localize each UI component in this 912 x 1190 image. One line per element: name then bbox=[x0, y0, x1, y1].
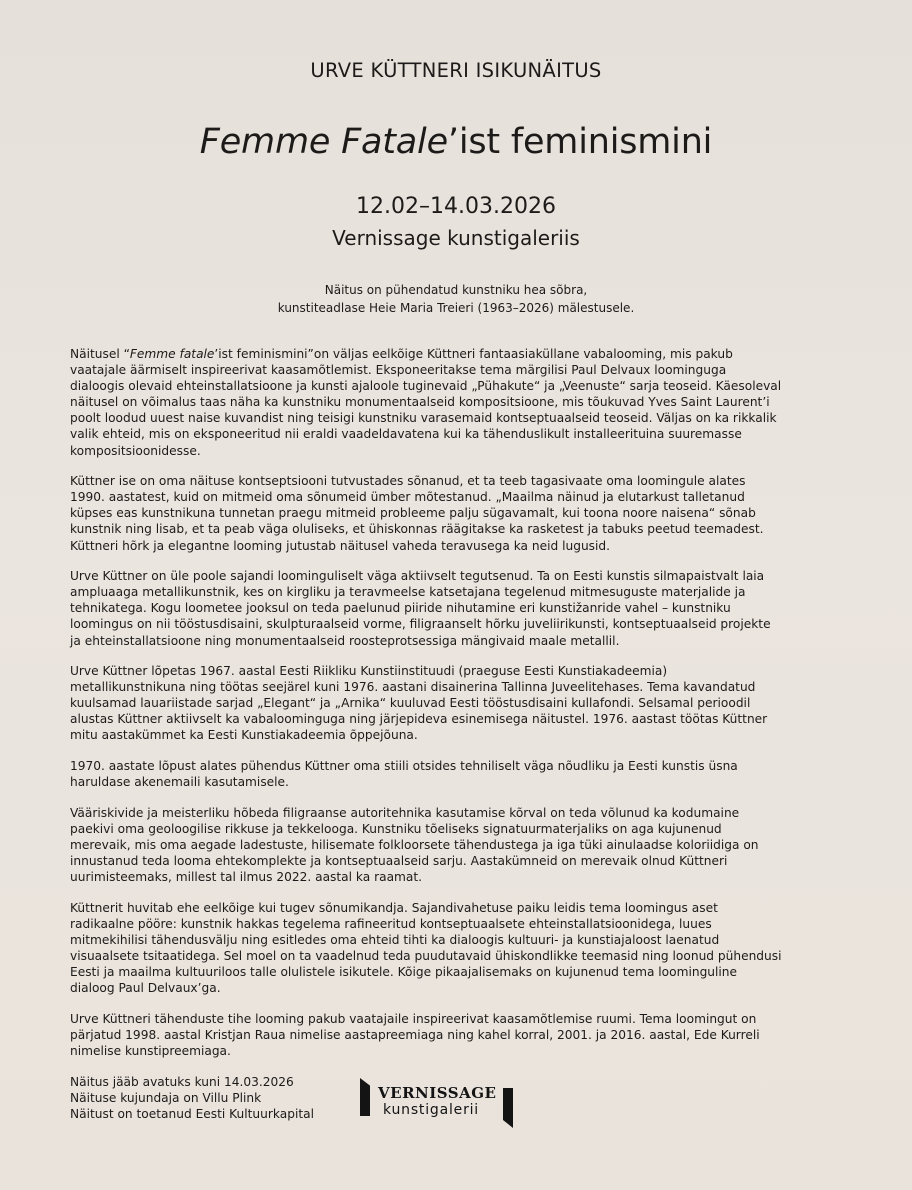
title-rest-part: ’ist feminismini bbox=[447, 122, 713, 162]
p1-italic: Femme fatale bbox=[129, 347, 215, 361]
p1-post: ’ist feminismini”on väljas eelkõige Küttneri fantaasiaküllane vabalooming, mis pakub vaatajale äärmiselt inspireerivat kaasamõtlemist. Eksponeeritakse tema märgilisi Paul Delvaux loominguga dialoogis olevaid ehteinstallatsioone ja kunsti ajaloole tuginevaid „Pühakute“ ja „Veenuste“ sarja teoseid. Käesoleval näitusel on võimalus taas näha ka kunstniku monumentaalseid kompositsioone, mis tõukuvad Yves Saint Laurent’i poolt loodud uuest naise kuvandist ning teisigi kunstniku varasemaid kontseptuaalseid teoseid. Väljas on ka rikkalik valik ehteid, mis on eksponeeritud nii eraldi vaadeldavatena kui ka tähenduslikult installeerituina suuremasse kompositsioonidesse. bbox=[70, 347, 782, 458]
paragraph-concept: Küttner ise on oma näituse kontseptsiooni tutvustades sõnanud, et ta teeb tagasivaate oma loomingule alates 1990. aastatest, kuid on mitmeid oma sõnumeid ümber mõtestanud. „Maailma näinud ja elutarkust talletanud küpses eas kunstnikuna tunnetan praegu mitmeid probleeme palju sügavamalt, kui toona noore naisena“ sõnab kunstnik ning lisab, et ta peab väga oluliseks, et ühiskonnas räägitakse ka rasketest ja tabuks peetud teemadest. Küttneri hõrk ja elegantne looming jutustab näitusel vaheda teravusega ka neid lugusid. bbox=[70, 474, 764, 553]
paragraph-career: Urve Küttner on üle poole sajandi loominguliselt väga aktiivselt tegutsenud. Ta on Eesti kunstis silmapaistvalt laia ampluaaga metallikunstnik, kes on kirgliku ja teravmeelse katsetajana tegelenud mitmesuguste materjalide ja tehnikatega. Kogu loometee jooksul on teda paelunud piiride nihutamine eri kunstižanride vahel – kunstniku loomingus on nii tööstusdisaini, skulpturaalseid vorme, filigraanselt hõrku juveliirikunsti, kontseptuaalseid projekte ja ehteinstallatsioone ning monumentaalseid roosteprotsessiga mängivaid maale metallil. bbox=[70, 569, 771, 648]
logo-right-bar bbox=[503, 1088, 513, 1128]
exhibition-dates: 12.02–14.03.2026 bbox=[356, 194, 556, 219]
supporter-credit: Näitust on toetanud Eesti Kultuurkapital bbox=[70, 1106, 314, 1121]
logo-subtitle: kunstigalerii bbox=[383, 1102, 479, 1118]
dedication-line-2: kunstiteadlase Heie Maria Treieri (1963–2026) mälestusele. bbox=[277, 301, 635, 315]
paragraph-intro bbox=[70, 346, 782, 459]
vernissage-logo bbox=[360, 1074, 520, 1130]
paragraph-message: Küttnerit huvitab ehe eelkõige kui tugev sõnumikandja. Sajandivahetuse paiku leidis tema loomingus aset radikaalne pööre: kunstnik hakkas tegelema rafineeritud kontseptuaalsete ehteinstallatsioonidega, luues mitmekihilisi tähendusvälju ning esitledes oma ehteid tihti ka dialoogis kultuuri- ja kunstiajaloost laenatud visuaalsete tsitaatidega. Sel moel on ta vaadelnud teda puudutavaid ühiskondlikke teemasid ning loonud pühendusi Eesti ja maailma kultuuriloos talle olulistele isikutele. Kõige pikaajalisemaks on kujunenud tema loominguline dialoog Paul Delvaux’ga. bbox=[70, 900, 782, 996]
title-italic-part: Femme Fatale bbox=[199, 122, 448, 162]
exhibition-title bbox=[0, 122, 912, 162]
paragraph-awards: Urve Küttneri tähenduste tihe looming pakub vaatajaile inspireerivat kaasamõtlemise ruumi. Tema loomingut on pärjatud 1998. aastal Kristjan Raua nimelise aastapreemiaga ning kahel korral, 2001. ja 2016. aastal, Ede Kurreli nimelise kunstipreemiaga. bbox=[70, 1011, 760, 1058]
dedication-line-1: Näitus on pühendatud kunstniku hea sõbra, bbox=[324, 283, 588, 297]
open-until: Näitus jääb avatuks kuni 14.03.2026 bbox=[70, 1074, 294, 1089]
paragraph-enamel: 1970. aastate lõpust alates pühendus Küttner oma stiili otsides tehniliselt väga nõudliku ja Eesti kunstis üsna haruldase akenemaili kasutamisele. bbox=[70, 759, 738, 790]
dedication bbox=[0, 281, 912, 317]
body-text bbox=[70, 346, 782, 1122]
exhibition-venue: Vernissage kunstigaleriis bbox=[332, 226, 580, 250]
p1-pre: Näitusel “ bbox=[70, 347, 130, 361]
logo-wordmark: VERNISSAGE bbox=[378, 1084, 497, 1102]
paragraph-education: Urve Küttner lõpetas 1967. aastal Eesti Riikliku Kunstiinstituudi (praeguse Eesti Kunstiakadeemia) metallikunstnikuna ning töötas seejärel kuni 1976. aastani disainerina Tallinna Juveelitehases. Tema kavandatud kuulsamad lauariistade sarjad „Elegant“ ja „Arnika“ kuuluvad Eesti tööstusdisaini kullafondi. Selsamal perioodil alustas Küttner aktiivselt ka vabaloominguga ning järjepideva esinemisega näitustel. 1976. aastast töötas Küttner mitu aastakümmet ka Eesti Kunstiakadeemia õppejõuna. bbox=[70, 664, 768, 743]
exhibition-kicker: URVE KÜTTNERI ISIKUNÄITUS bbox=[310, 59, 602, 82]
logo-left-bar bbox=[360, 1078, 370, 1116]
paragraph-materials: Vääriskivide ja meisterliku hõbeda filigraanse autoritehnika kasutamise kõrval on teda võlunud ka kodumaine paekivi oma geoloogilise rikkuse ja tekkelooga. Kunstniku tõeliseks signatuurmaterjaliks on aga kujunenud merevaik, mis oma aegade ladestuste, hilisemate folkloorsete tähendustega ja iga tüki ainulaadse koloriidiga on innustanud teda looma ehtekomplekte ja kontseptuaalseid sarju. Aastakümneid on merevaik olnud Küttneri uurimisteemaks, millest tal ilmus 2022. aastal ka raamat. bbox=[70, 805, 759, 885]
designer-credit: Näituse kujundaja on Villu Plink bbox=[70, 1090, 262, 1105]
